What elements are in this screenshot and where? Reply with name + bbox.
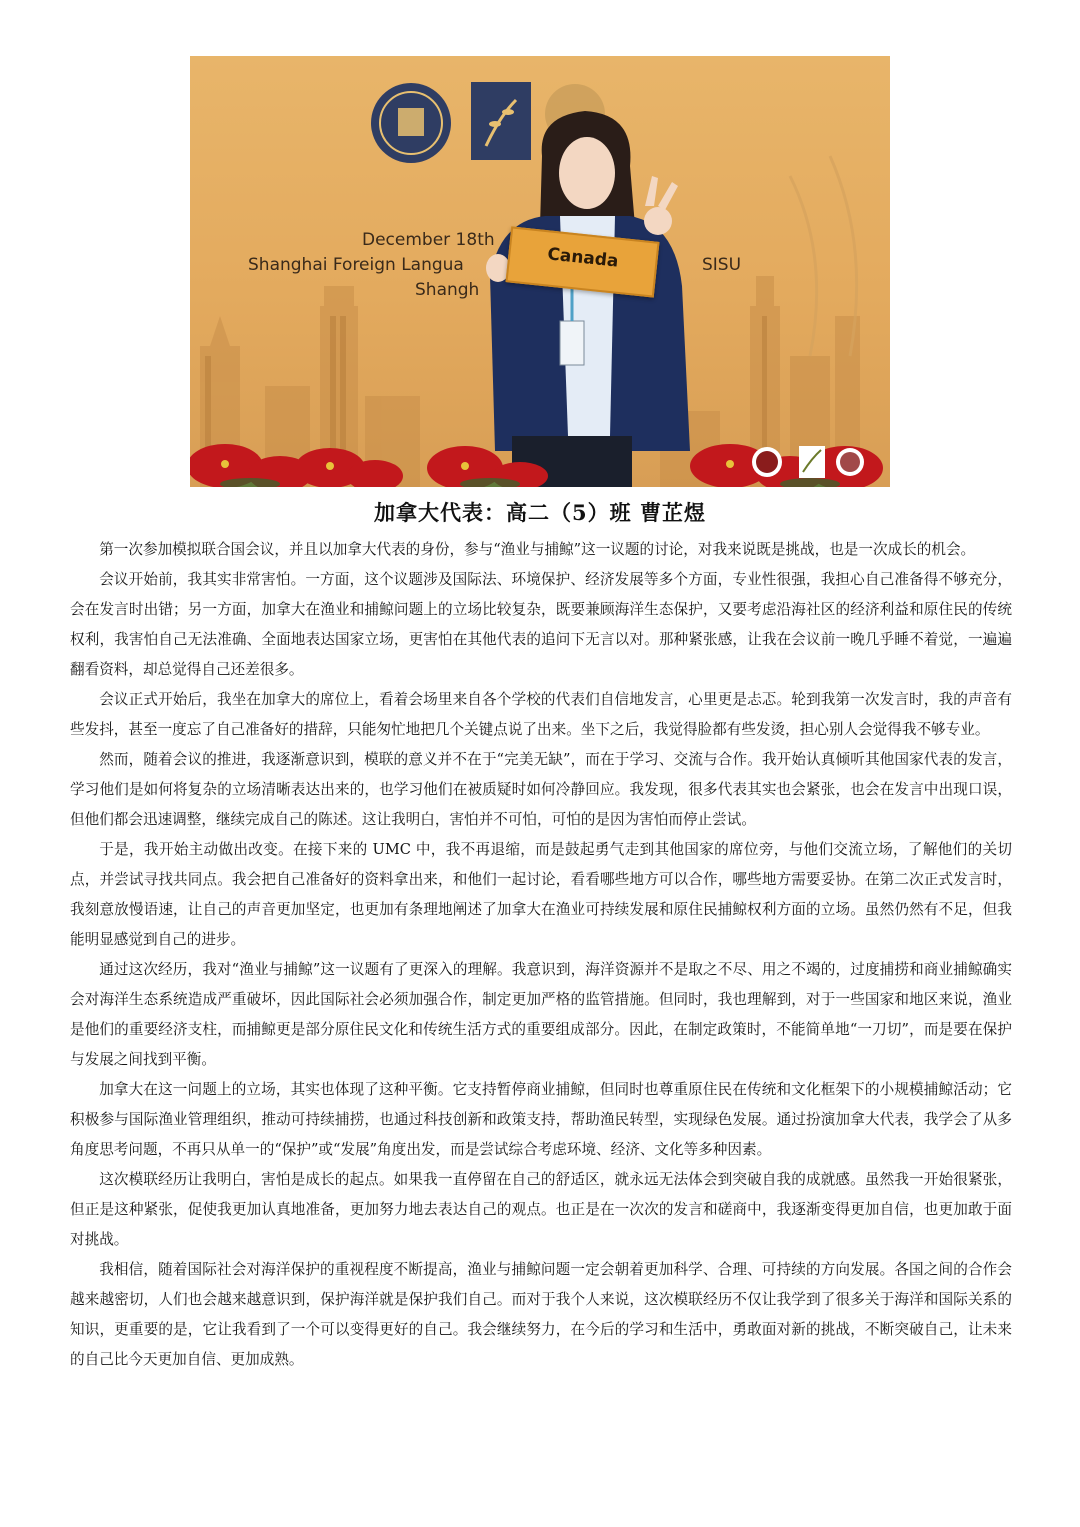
paragraph: 第一次参加模拟联合国会议，并且以加拿大代表的身份，参与“渔业与捕鲸”这一议题的讨论，对我来说既是挑战，也是一次成长的机会。 <box>99 541 976 558</box>
event-city-text: Shangh <box>415 280 480 300</box>
wreath-logo-icon <box>471 82 531 160</box>
paragraph: 会议开始前，我其实非常害怕。一方面，这个议题涉及国际法、环境保护、经济发展等多个方面，专业性很强，我担心自己准备得不够充分，会在发言时出错；另一方面，加拿大在渔业和捕鲸问题上的立场比较复杂，既要兼顾海洋生态保护，又要考虑沿海社区的经济利益和原住民的传统权利，我害怕自己无法准确、全面地表达国家立场，更害怕在其他代表的追问下无言以对。那种紧张感，让我在会议前一晚几乎睡不着觉，一遍遍翻看资料，却总觉得自己还差很多。 <box>70 571 1012 678</box>
paragraph: 加拿大在这一问题上的立场，其实也体现了这种平衡。它支持暂停商业捕鲸，但同时也尊重原住民在传统和文化框架下的小规模捕鲸活动；它积极参与国际渔业管理组织，推动可持续捕捞，也通过科技创新和政策支持，帮助渔民转型，实现绿色发展。通过扮演加拿大代表，我学会了从多角度思考问题，不再只从单一的“保护”或“发展”角度出发，而是尝试综合考虑环境、经济、文化等多种因素。 <box>70 1081 1012 1158</box>
paragraph: 然而，随着会议的推进，我逐渐意识到，模联的意义并不在于“完美无缺”，而在于学习、交流与合作。我开始认真倾听其他国家代表的发言，学习他们是如何将复杂的立场清晰表达出来的，也学习他们在被质疑时如何冷静回应。我发现，很多代表其实也会紧张，也会在发言中出现口误，但他们都会迅速调整，继续完成自己的陈述。这让我明白，害怕并不可怕，可怕的是因为害怕而停止尝试。 <box>70 751 1012 828</box>
paragraph: 这次模联经历让我明白，害怕是成长的起点。如果我一直停留在自己的舒适区，就永远无法体会到突破自我的成就感。虽然我一开始很紧张，但正是这种紧张，促使我更加认真地准备，更加努力地去表达自己的观点。也正是在一次次的发言和磋商中，我逐渐变得更加自信，也更加敢于面对挑战。 <box>70 1171 1012 1248</box>
placard-label: Canada <box>546 244 620 272</box>
event-school-text: Shanghai Foreign Langua <box>248 255 464 275</box>
event-photo <box>190 56 890 487</box>
photo-caption: 加拿大代表：高二（5）班 曹芷煜 <box>374 500 706 525</box>
paragraph: 于是，我开始主动做出改变。在接下来的 UMC 中，我不再退缩，而是鼓起勇气走到其他国家的席位旁，与他们交流立场，了解他们的关切点，并尝试寻找共同点。我会把自己准备好的资料拿出来，和他们一起讨论，看看哪些地方可以合作，哪些地方需要妥协。在第二次正式发言时，我刻意放慢语速，让自己的声音更加坚定，也更加有条理地阐述了加拿大在渔业可持续发展和原住民捕鲸权利方面的立场。虽然仍然有不足，但我能明显感觉到自己的进步。 <box>70 841 1012 948</box>
paragraph: 通过这次经历，我对“渔业与捕鲸”这一议题有了更深入的理解。我意识到，海洋资源并不是取之不尽、用之不竭的，过度捕捞和商业捕鲸确实会对海洋生态系统造成严重破坏，因此国际社会必须加强合作，制定更加严格的监管措施。但同时，我也理解到，对于一些国家和地区来说，渔业是他们的重要经济支柱，而捕鲸更是部分原住民文化和传统生活方式的重要组成部分。因此，在制定政策时，不能简单地“一刀切”，而是要在保护与发展之间找到平衡。 <box>70 961 1012 1068</box>
event-abbr-text: SISU <box>702 255 742 275</box>
bottom-logos-icon <box>752 446 864 478</box>
article-body <box>70 535 1012 1375</box>
paragraph: 我相信，随着国际社会对海洋保护的重视程度不断提高，渔业与捕鲸问题一定会朝着更加科学、合理、可持续的方向发展。各国之间的合作会越来越密切，人们也会越来越意识到，保护海洋就是保护我们自己。而对于我个人来说，这次模联经历不仅让我学到了很多关于海洋和国际关系的知识，更重要的是，它让我看到了一个可以变得更好的自己。我会继续努力，在今后的学习和生活中，勇敢面对新的挑战，不断突破自己，让未来的自己比今天更加自信、更加成熟。 <box>70 1261 1012 1368</box>
school-logo-icon <box>371 83 451 163</box>
paragraph: 会议正式开始后，我坐在加拿大的席位上，看着会场里来自各个学校的代表们自信地发言，心里更是忐忑。轮到我第一次发言时，我的声音有些发抖，甚至一度忘了自己准备好的措辞，只能匆忙地把几个关键点说了出来。坐下之后，我觉得脸都有些发烫，担心别人会觉得我不够专业。 <box>70 691 1012 738</box>
delegate-figure <box>486 111 690 487</box>
event-date-text: December 18th <box>362 230 495 250</box>
